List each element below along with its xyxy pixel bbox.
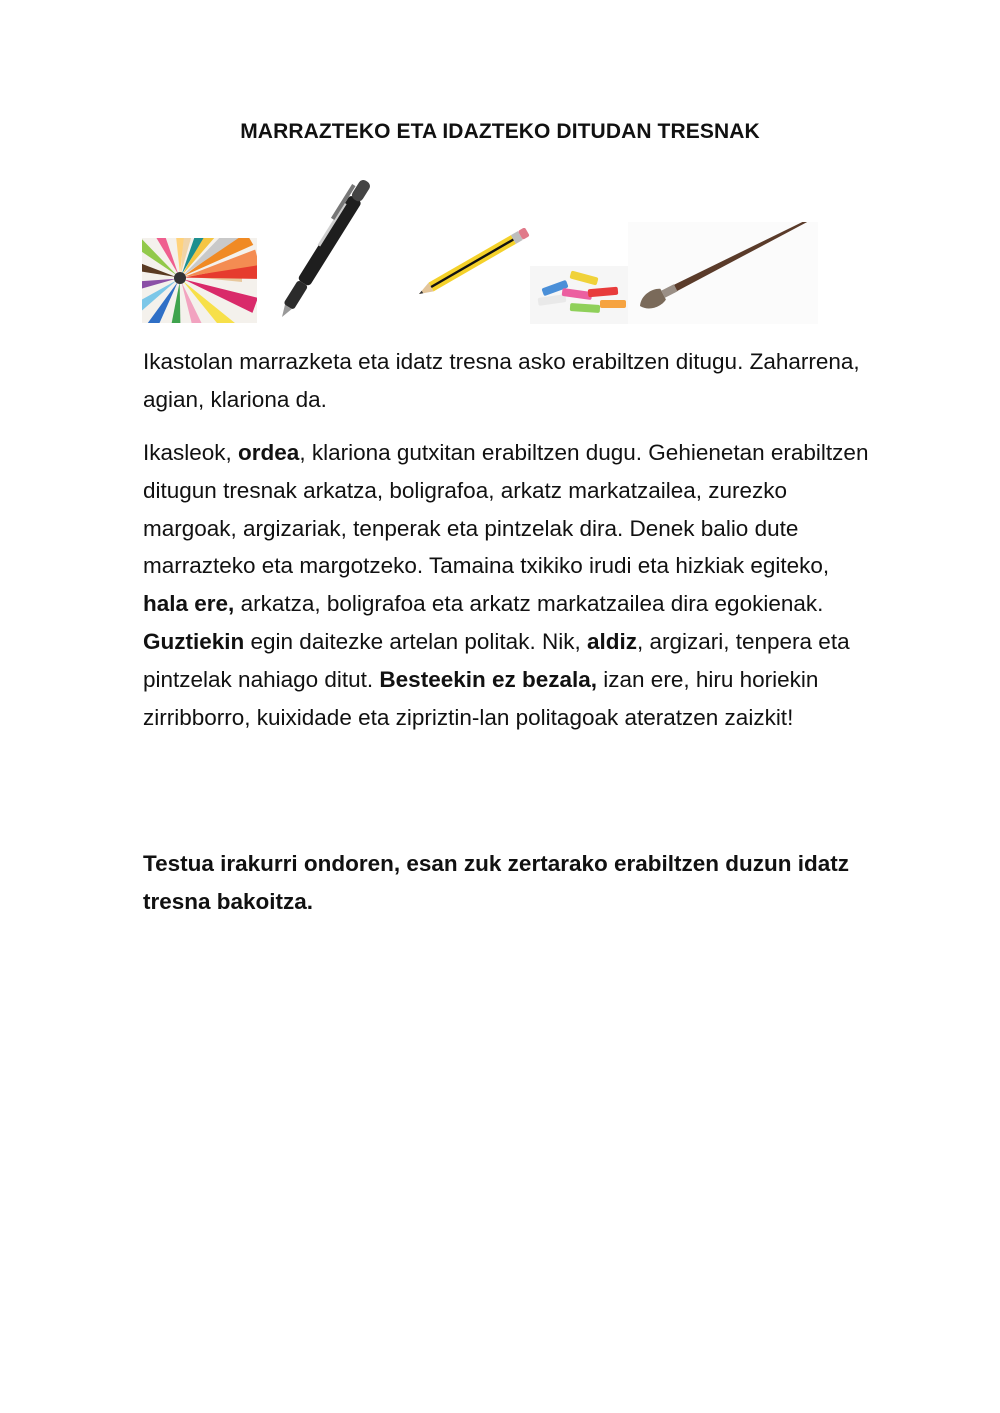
- paragraph-text: , argizari, tenpera eta pintzelak nahiago ditut.: [143, 628, 850, 692]
- pen-icon: [272, 175, 412, 325]
- colored-pencils-icon: [142, 238, 257, 323]
- pencil-icon: [415, 228, 535, 300]
- chalk-icon: [530, 266, 630, 324]
- bold-word: aldiz: [586, 628, 637, 654]
- tools-image-strip: [140, 170, 840, 330]
- page-title: MARRAZTEKO ETA IDAZTEKO DITUDAN TRESNAK: [240, 120, 760, 143]
- bold-word: hala ere,: [143, 591, 235, 617]
- paragraph-text: , klariona gutxitan erabiltzen dugu. Gehienetan erabiltzen ditugun tresnak arkatza, boligrafoa, arkatz markatzailea, zurezko margoak, argizariak, tenperak eta pintzelak dira. Denek balio dute marrazteko eta margotzeko. Tamaina txikiko irudi eta hizkiak egiteko,: [143, 440, 869, 579]
- paragraph-text: Ikasleok,: [143, 440, 239, 465]
- main-paragraph: [143, 434, 873, 736]
- intro-paragraph: Ikastolan marrazketa eta idatz tresna asko erabiltzen ditugu. Zaharrena, agian, klariona da.: [143, 349, 860, 412]
- bold-word: ordea: [238, 440, 300, 465]
- paragraph-text: izan ere, hiru horiekin zirribborro, kuixidade eta zipriztin-lan politagoak ateratzen zaizkit!: [143, 666, 819, 730]
- paragraph-text: egin daitezke artelan politak. Nik,: [244, 628, 587, 654]
- bold-word: Guztiekin: [143, 628, 245, 654]
- bold-word: Besteekin ez bezala,: [379, 666, 598, 692]
- paragraph-text: arkatza, boligrafoa eta arkatz markatzailea dira egokienak.: [234, 591, 824, 617]
- question-prompt: Testua irakurri ondoren, esan zuk zertarako erabiltzen duzun idatz tresna bakoitza.: [143, 851, 849, 914]
- paintbrush-icon: [628, 222, 818, 324]
